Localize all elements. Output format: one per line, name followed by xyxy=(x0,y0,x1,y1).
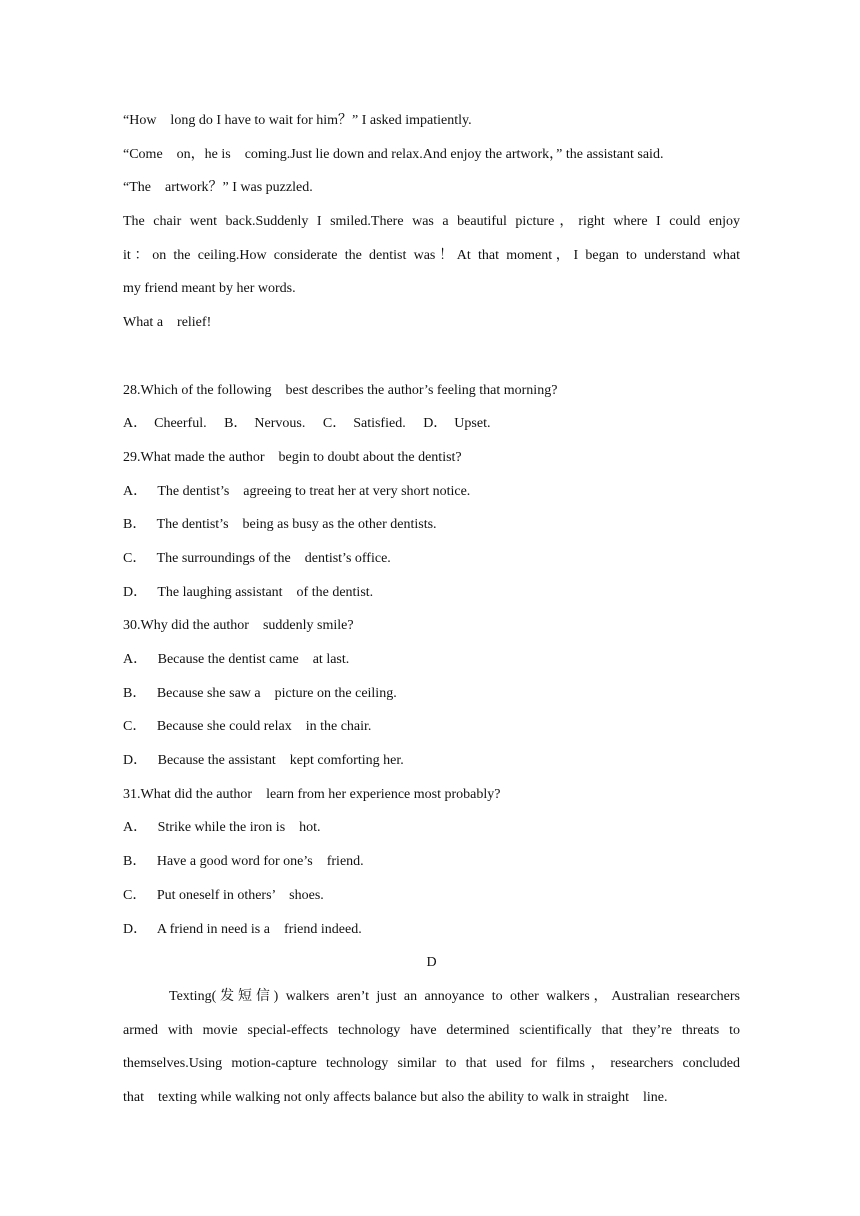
question-option: A． Because the dentist came at last. xyxy=(123,652,350,667)
paragraph-line: themselves.Using motion-capture technology similar to that used for films，researchers concluded xyxy=(123,1056,740,1072)
question-option: C． Put oneself in others’ shoes. xyxy=(123,887,324,903)
question-option: D． The laughing assistant of the dentist. xyxy=(123,584,374,600)
question-option: B． Have a good word for one’s friend. xyxy=(123,854,364,870)
question-options-inline: A． Cheerful. B． Nervous. C． Satisfied. D． Upset. xyxy=(123,416,491,432)
passage-line: The chair went back.Suddenly I smiled.There was a beautiful picture，right where I could enjoy xyxy=(123,214,740,230)
passage-line: “How long do I have to wait for him？” I asked impatiently. xyxy=(123,113,472,128)
section-heading: D xyxy=(426,955,437,971)
paragraph-line: that texting while walking not only affects balance but also the ability to walk in straight line. xyxy=(123,1089,668,1105)
question-stem: 30.Why did the author suddenly smile? xyxy=(123,618,354,634)
passage-line: it：on the ceiling.How considerate the dentist was！At that moment，I began to understand what xyxy=(123,247,740,263)
passage-line: “Come on，he is coming.Just lie down and relax.And enjoy the artwork，” the assistant said. xyxy=(123,146,664,162)
question-option: B． The dentist’s being as busy as the other dentists. xyxy=(123,517,437,533)
paragraph-line: armed with movie special-effects technology have determined scientifically that they’re threats to xyxy=(123,1022,740,1038)
question-option: A． Strike while the iron is hot. xyxy=(123,820,321,836)
passage-line: What a relief! xyxy=(123,315,212,331)
question-option: C． The surroundings of the dentist’s office. xyxy=(123,550,391,566)
question-option: B． Because she saw a picture on the ceiling. xyxy=(123,685,397,701)
question-option: D． Because the assistant kept comforting her. xyxy=(123,753,404,769)
passage-line: my friend meant by her words. xyxy=(123,281,296,297)
question-stem: 31.What did the author learn from her experience most probably? xyxy=(123,786,501,802)
document-page xyxy=(123,111,740,1122)
question-option: A． The dentist’s agreeing to treat her at very short notice. xyxy=(123,483,471,499)
question-option: C． Because she could relax in the chair. xyxy=(123,719,372,735)
passage-line: “The artwork？” I was puzzled. xyxy=(123,180,313,196)
paragraph-line: Texting(发短信) walkers aren’t just an annoyance to other walkers，Australian researchers xyxy=(169,988,740,1004)
question-stem: 28.Which of the following best describes the author’s feeling that morning? xyxy=(123,382,558,398)
question-option: D． A friend in need is a friend indeed. xyxy=(123,921,362,937)
spacer xyxy=(123,347,740,381)
question-stem: 29.What made the author begin to doubt about the dentist? xyxy=(123,449,462,465)
